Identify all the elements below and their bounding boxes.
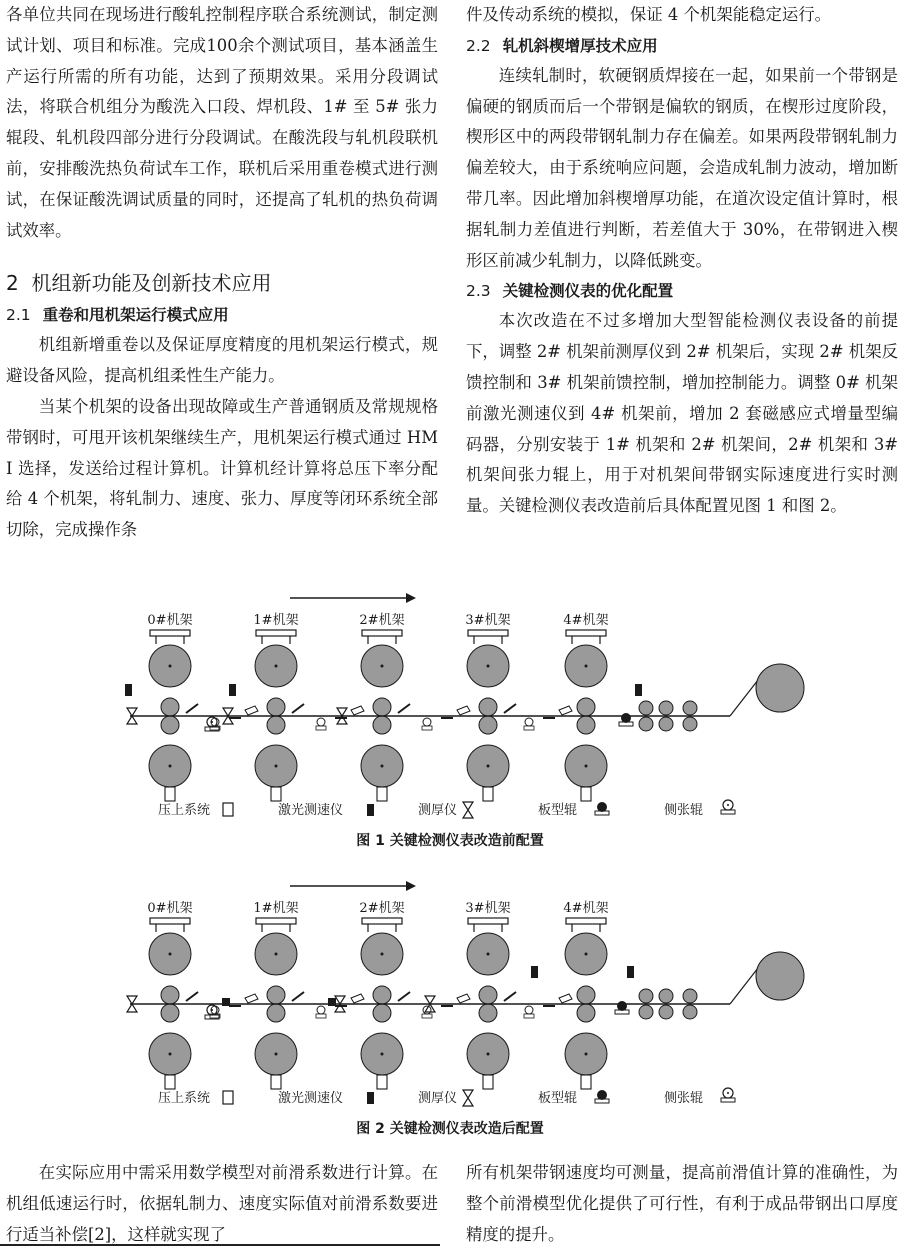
tension-roll [423,718,431,726]
section-number: 2 [6,271,19,296]
coiler [756,664,804,712]
deflector-plate [292,992,304,1001]
deflector-plate [398,992,410,1001]
figure-2-caption: 图 2 关键检测仪表改造后配置 [356,1121,544,1137]
subsection-title: 关键检测仪表的优化配置 [502,282,674,301]
laser-speedometer-icon [367,1092,374,1104]
work-roll-top [161,698,179,716]
exit-pinch-roll [683,1005,697,1019]
roll-center [169,953,172,956]
work-roll-top [267,698,285,716]
screwdown-cylinder [483,1075,493,1089]
stand-label: 4#机架 [563,613,609,628]
figure-1-caption: 图 1 关键检测仪表改造前配置 [356,833,544,849]
roll-center [169,765,172,768]
tension-roll-base [524,1014,534,1018]
work-roll-bottom [479,1004,497,1022]
side-tension-roll-center [211,721,213,723]
legend-label: 压上系统 [158,1091,211,1106]
subsection-title: 轧机斜楔增厚技术应用 [502,36,658,55]
roll-center [585,1053,588,1056]
deflector-plate [186,704,198,713]
screwdown-frame [150,630,190,636]
bottom-right-column [466,1158,898,1250]
roll-center [585,953,588,956]
exit-pinch-roll [659,1005,673,1019]
looper-roll [245,706,258,715]
strip-to-coiler [730,680,758,716]
paragraph: 当某个机架的设备出现故障或生产普通钢质及常规规格带钢时，可甩开该机架继续生产，甩机架运行模式通过 HMI 选择，发送给过程计算机。计算机经计算将总压下率分配给 4 个机架，将轧制力、速度、张力、厚度等闭环系统全部切除，完成操作条 [6,396,438,540]
screwdown-frame-legs [368,924,396,932]
tension-roll [423,1006,431,1014]
right-column [466,0,898,522]
stand-label: 3#机架 [465,901,511,916]
tension-roll [317,1006,325,1014]
legend-label: 激光测速仪 [278,1091,344,1106]
legend-label: 测厚仪 [418,803,458,818]
exit-pinch-roll [659,989,673,1003]
laser-speedometer-icon [229,684,236,696]
roll-center [487,953,490,956]
screwdown-frame-legs [156,924,184,932]
subsection-number: 2.3 [466,282,491,301]
deflector-plate [504,992,516,1001]
stand-label: 0#机架 [147,613,193,628]
bottom-left-column [6,1158,438,1250]
screwdown-cylinder [581,787,591,801]
mill-diagram-after [110,876,810,1116]
exit-pinch-roll [683,701,697,715]
looper-roll [457,706,470,715]
screwdown-frame-legs [474,636,502,644]
subsection-heading [466,276,898,306]
looper-roll [457,994,470,1003]
paragraph: 各单位共同在现场进行酸轧控制程序联合系统测试，制定测试计划、项目和标准。完成100余个测试项目，基本涵盖生产运行所需的所有功能，达到了预期效果。采用分段调试法，将联合机组分为酸洗入口段、焊机段、1# 至 5# 张力辊段、轧机段四部分进行分段调试。在酸洗段与轧机段联机前，安排酸洗热负荷试车工作，联机后采用重卷模式进行测试，在保证酸洗调试质量的同时，还提高了轧机的热负荷调试效率。 [6,5,438,240]
side-tension-roll-center [727,1092,729,1094]
roll-center [169,1053,172,1056]
exit-pinch-roll [659,701,673,715]
work-roll-bottom [577,716,595,734]
laser-speedometer-icon [531,966,538,978]
mill-diagram-before [110,588,810,828]
roll-center [381,765,384,768]
stand-label: 4#机架 [563,901,609,916]
roll-center [275,953,278,956]
encoder-icon [222,998,230,1006]
stand-label: 0#机架 [147,901,193,916]
legend-label: 侧张辊 [664,803,704,818]
screwdown-frame-legs [262,636,290,644]
screwdown-frame-legs [156,636,184,644]
work-roll-bottom [161,716,179,734]
tension-roll-base [422,726,432,730]
work-roll-top [267,986,285,1004]
looper-roll [559,706,572,715]
exit-pinch-roll [639,717,653,731]
screwdown-frame [256,918,296,924]
legend-label: 压上系统 [158,803,211,818]
laser-speedometer-icon [125,684,132,696]
screwdown-frame [468,630,508,636]
roll-center [381,953,384,956]
looper-roll [559,994,572,1003]
paragraph: 件及传动系统的模拟，保证 4 个机架能稳定运行。 [466,5,832,24]
work-roll-bottom [161,1004,179,1022]
looper-roll [245,994,258,1003]
roll-center [487,765,490,768]
work-roll-top [373,698,391,716]
exit-pinch-roll [639,701,653,715]
tension-roll [317,718,325,726]
tension-roll-base [316,1014,326,1018]
stand-label: 2#机架 [359,613,405,628]
work-roll-top [479,986,497,1004]
legend-label: 板型辊 [538,1091,578,1106]
paragraph: 本次改造在不过多增加大型智能检测仪表设备的前提下，调整 2# 机架前测厚仪到 2# 机架后，实现 2# 机架反馈控制和 3# 机架前馈控制，增加控制能力。调整 0# 机架前激光测速仪到 4# 机架前，增加 2 套磁感应式增量型编码器，分别安装于 1# 机架和 2# 机架间，2# 机架和 3# 机架间张力辊上，用于对机架间带钢实际速度进行实时测量。关键检测仪表改造前后具体配置见图 1 和图 2。 [466,311,898,516]
roll-center [275,1053,278,1056]
figure-1 [110,588,810,828]
screwdown-frame-legs [474,924,502,932]
subsection-heading [6,300,438,330]
screwdown-frame [566,918,606,924]
side-tension-roll-center [727,804,729,806]
legend-screwdown-icon [223,1091,233,1104]
tension-roll [525,1006,533,1014]
paragraph: 在实际应用中需采用数学模型对前滑系数进行计算。在机组低速运行时，依据轧制力、速度实际值对前滑系数要进行适当补偿[2]，这样就实现了 [6,1163,438,1244]
stand-label: 2#机架 [359,901,405,916]
legend-label: 板型辊 [538,803,578,818]
side-tension-roll-center [211,1009,213,1011]
screwdown-frame-legs [572,636,600,644]
encoder-icon [328,998,336,1006]
deflector-plate [504,704,516,713]
roll-center [585,665,588,668]
subsection-number: 2.2 [466,36,491,55]
paragraph: 机组新增重卷以及保证厚度精度的甩机架运行模式，规避设备风险，提高机组柔性生产能力。 [6,335,438,386]
figure-2 [110,876,810,1116]
tension-roll-base [422,1014,432,1018]
stand-label: 1#机架 [253,613,299,628]
screwdown-frame-legs [368,636,396,644]
laser-speedometer-icon [627,966,634,978]
screwdown-frame [150,918,190,924]
section-title: 机组新功能及创新技术应用 [31,271,272,296]
looper-roll [351,706,364,715]
screwdown-cylinder [271,787,281,801]
deflector-plate [398,704,410,713]
strip-to-coiler [730,968,758,1004]
thickness-gauge-icon [463,1090,473,1106]
legend-label: 激光测速仪 [278,803,344,818]
direction-arrow-head [406,593,416,603]
section-heading [6,266,438,300]
exit-pinch-roll [683,989,697,1003]
screwdown-frame [468,918,508,924]
work-roll-bottom [479,716,497,734]
subsection-title: 重卷和甩机架运行模式应用 [42,306,229,325]
screwdown-cylinder [165,1075,175,1089]
legend-screwdown-icon [223,803,233,816]
left-column [6,0,438,546]
screwdown-cylinder [483,787,493,801]
work-roll-top [161,986,179,1004]
screwdown-cylinder [377,1075,387,1089]
work-roll-top [577,986,595,1004]
screwdown-frame [362,918,402,924]
thickness-gauge-icon [463,802,473,818]
screwdown-frame [256,630,296,636]
roll-center [169,665,172,668]
work-roll-bottom [373,1004,391,1022]
screwdown-cylinder [165,787,175,801]
paragraph: 所有机架带钢速度均可测量，提高前滑值计算的准确性，为整个前滑模型优化提供了可行性，有利于成品带钢出口厚度精度的提升。 [466,1163,898,1244]
legend-label: 侧张辊 [664,1091,704,1106]
direction-arrow-head [406,881,416,891]
laser-speedometer-icon [367,804,374,816]
looper-roll [351,994,364,1003]
screwdown-cylinder [377,787,387,801]
work-roll-top [577,698,595,716]
stand-label: 1#机架 [253,901,299,916]
roll-center [487,1053,490,1056]
footer-rule [0,1244,440,1246]
work-roll-bottom [267,716,285,734]
roll-center [487,665,490,668]
coiler [756,952,804,1000]
screwdown-frame [362,630,402,636]
tension-roll [525,718,533,726]
exit-pinch-roll [659,717,673,731]
exit-pinch-roll [639,989,653,1003]
exit-pinch-roll [639,1005,653,1019]
roll-center [275,765,278,768]
screwdown-cylinder [271,1075,281,1089]
roll-center [381,1053,384,1056]
screwdown-frame-legs [262,924,290,932]
legend-label: 测厚仪 [418,1091,458,1106]
screwdown-frame-legs [572,924,600,932]
work-roll-top [373,986,391,1004]
tension-roll-base [316,726,326,730]
exit-pinch-roll [683,717,697,731]
deflector-plate [186,992,198,1001]
subsection-number: 2.1 [6,306,31,325]
roll-center [381,665,384,668]
screwdown-cylinder [581,1075,591,1089]
stand-label: 3#机架 [465,613,511,628]
roll-center [585,765,588,768]
tension-roll-base [524,726,534,730]
paragraph: 连续轧制时，软硬钢质焊接在一起，如果前一个带钢是偏硬的钢质而后一个带钢是偏软的钢质，在楔形过度阶段，楔形区中的两段带钢轧制力存在偏差。如果两段带钢轧制力偏差较大，由于系统响应问题，会造成轧制力波动，增加断带几率。因此增加斜楔增厚功能，在道次设定值计算时，根据轧制力差值进行判断，若差值大于 30%，在带钢进入楔形区前减少轧制力，以降低跳变。 [466,65,898,270]
screwdown-frame [566,630,606,636]
work-roll-bottom [267,1004,285,1022]
subsection-heading [466,31,898,61]
roll-center [275,665,278,668]
laser-speedometer-icon [635,684,642,696]
work-roll-bottom [577,1004,595,1022]
work-roll-top [479,698,497,716]
work-roll-bottom [373,716,391,734]
deflector-plate [292,704,304,713]
